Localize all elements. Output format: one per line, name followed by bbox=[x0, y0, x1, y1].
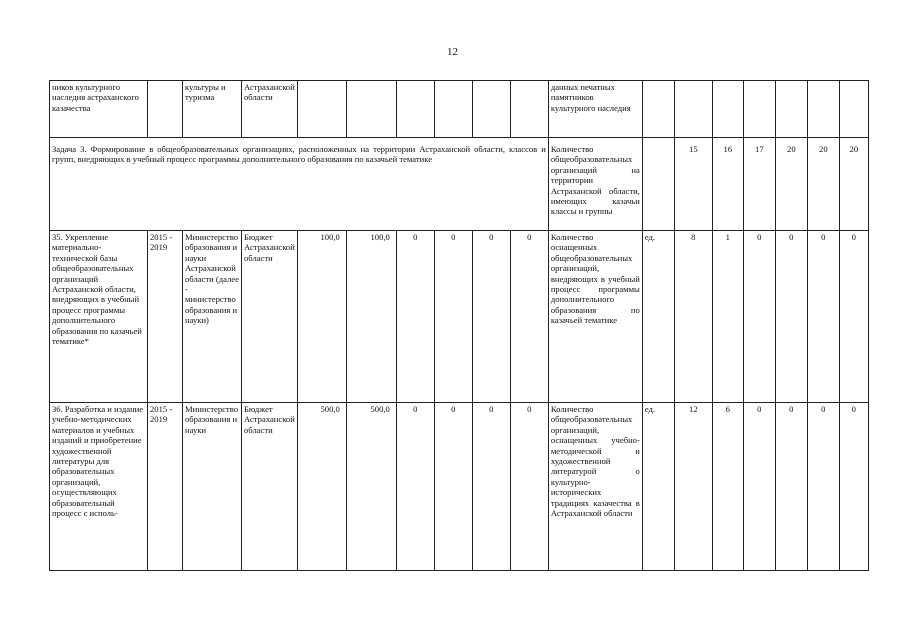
cell-funding-source: Бюджет Астраханской области bbox=[242, 231, 298, 403]
table-row bbox=[50, 403, 869, 571]
program-table bbox=[49, 80, 869, 571]
cell-value bbox=[743, 81, 775, 138]
cell-unit: ед. bbox=[642, 231, 674, 403]
cell-period: 2015 - 2019 bbox=[148, 403, 183, 571]
cell-funding-year: 100,0 bbox=[346, 231, 396, 403]
cell-funding-year bbox=[396, 81, 434, 138]
cell-indicator: данных печатных памятников культурного наследия bbox=[548, 81, 642, 138]
cell-funding-source: Бюджет Астраханской области bbox=[242, 403, 298, 571]
cell-value bbox=[674, 81, 712, 138]
cell-value: 0 bbox=[775, 403, 807, 571]
cell-funding-year bbox=[346, 81, 396, 138]
cell-value bbox=[775, 81, 807, 138]
cell-funding-year: 0 bbox=[434, 403, 472, 571]
cell-executor: культуры и туризма bbox=[183, 81, 242, 138]
cell-funding-year: 500,0 bbox=[346, 403, 396, 571]
cell-activity-name: ников культурного наследия астраханского казачества bbox=[50, 81, 148, 138]
cell-unit bbox=[642, 138, 674, 231]
cell-funding-year bbox=[434, 81, 472, 138]
cell-indicator: Количество общеобразовательных организаций, оснащенных учебно-методической и художественной литературой о культурно-исторических традициях казачества в Астраханской области bbox=[548, 403, 642, 571]
cell-value: 15 bbox=[674, 138, 712, 231]
cell-executor: Министерство образования и науки bbox=[183, 403, 242, 571]
cell-unit bbox=[642, 81, 674, 138]
task-description: Задача 3. Формирование в общеобразовательных организациях, расположенных на территории Астраханской области, классов и групп, внедряющих в учебный процесс программы дополнительного образования по казачьей тематике bbox=[50, 138, 549, 231]
cell-value: 8 bbox=[674, 231, 712, 403]
cell-funding-source: Астраханской области bbox=[242, 81, 298, 138]
cell-funding-total: 500,0 bbox=[297, 403, 346, 571]
cell-indicator: Количество оснащенных общеобразовательных организаций, внедряющих в учебный процесс программы дополнительного образования по казачьей тематике bbox=[548, 231, 642, 403]
cell-funding-year: 0 bbox=[396, 403, 434, 571]
cell-value: 0 bbox=[839, 231, 868, 403]
cell-funding-year bbox=[472, 81, 510, 138]
cell-funding-year: 0 bbox=[510, 403, 548, 571]
cell-value: 0 bbox=[839, 403, 868, 571]
cell-value: 0 bbox=[743, 231, 775, 403]
cell-value bbox=[807, 81, 839, 138]
table-row-continuation bbox=[50, 81, 869, 138]
cell-executor: Министерство образования и науки Астраханской области (далее - министерство образования и науки) bbox=[183, 231, 242, 403]
page-number: 12 bbox=[447, 46, 458, 58]
cell-unit: ед. bbox=[642, 403, 674, 571]
cell-value: 0 bbox=[807, 403, 839, 571]
cell-activity-name: 36. Разработка и издание учебно-методических материалов и учебных изданий и приобретение художественной литературы для образовательных организаций, осуществляющих образовательный процесс с исполь- bbox=[50, 403, 148, 571]
cell-value: 0 bbox=[807, 231, 839, 403]
cell-value bbox=[839, 81, 868, 138]
cell-funding-total bbox=[297, 81, 346, 138]
cell-indicator: Количество общеобразовательных организаций на территории Астраханской области, имеющих казачьи классы и группы bbox=[548, 138, 642, 231]
cell-value: 1 bbox=[712, 231, 743, 403]
cell-value: 20 bbox=[839, 138, 868, 231]
cell-value: 16 bbox=[712, 138, 743, 231]
cell-period bbox=[148, 81, 183, 138]
cell-funding-year: 0 bbox=[396, 231, 434, 403]
cell-value: 0 bbox=[775, 231, 807, 403]
cell-funding-year: 0 bbox=[510, 231, 548, 403]
cell-funding-year: 0 bbox=[472, 403, 510, 571]
cell-value: 0 bbox=[743, 403, 775, 571]
cell-activity-name: 35. Укрепление материально-технической базы общеобразовательных организаций Астраханской области, внедряющих в учебный процесс программы дополнительного образования по казачьей тематике* bbox=[50, 231, 148, 403]
cell-funding-year: 0 bbox=[472, 231, 510, 403]
table-row-task bbox=[50, 138, 869, 231]
cell-value: 17 bbox=[743, 138, 775, 231]
cell-value: 12 bbox=[674, 403, 712, 571]
cell-value bbox=[712, 81, 743, 138]
cell-value: 20 bbox=[775, 138, 807, 231]
cell-value: 20 bbox=[807, 138, 839, 231]
cell-value: 6 bbox=[712, 403, 743, 571]
cell-funding-year bbox=[510, 81, 548, 138]
cell-funding-total: 100,0 bbox=[297, 231, 346, 403]
table-row bbox=[50, 231, 869, 403]
cell-funding-year: 0 bbox=[434, 231, 472, 403]
cell-period: 2015 - 2019 bbox=[148, 231, 183, 403]
